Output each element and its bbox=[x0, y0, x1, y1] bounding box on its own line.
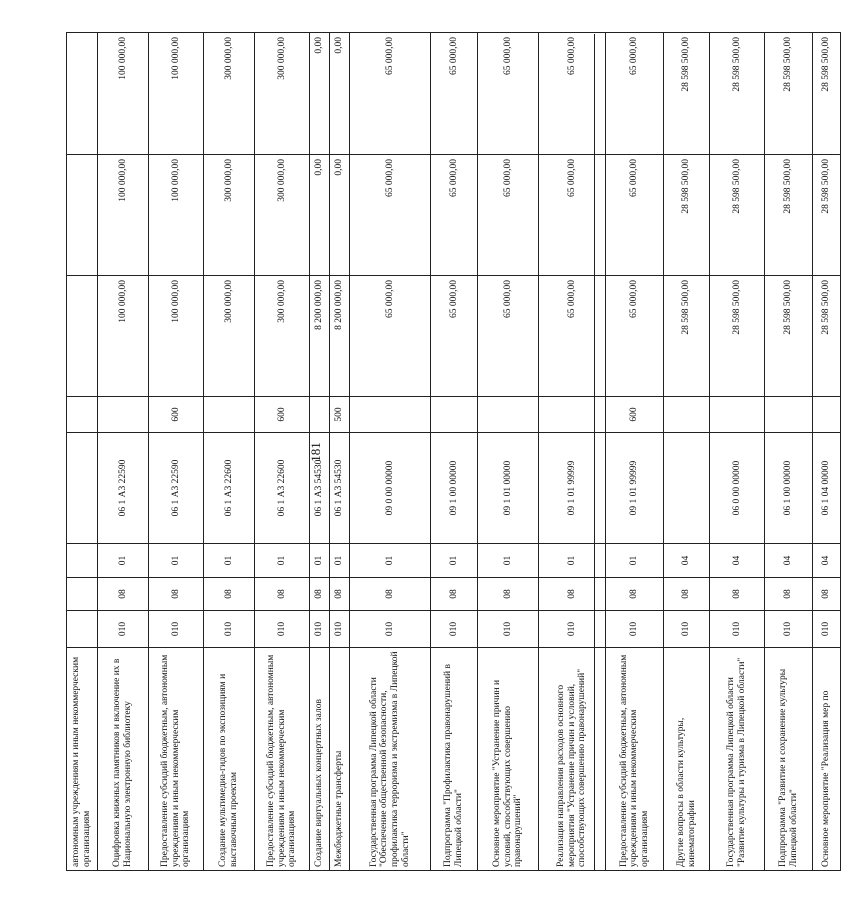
row-vr-cell bbox=[350, 397, 431, 433]
row-pr-cell: 01 bbox=[330, 544, 350, 578]
row-name-cell: Межбюджетные трансферты bbox=[330, 648, 350, 871]
row-value-3-cell: 300 000,00 bbox=[255, 33, 310, 155]
row-value-3-cell: 0,00 bbox=[330, 33, 350, 155]
row-value-1-cell: 65 000,00 bbox=[606, 276, 664, 397]
table-row bbox=[606, 33, 664, 871]
table-row bbox=[431, 33, 478, 871]
row-value-1-cell: 300 000,00 bbox=[255, 276, 310, 397]
row-gr-cell: 010 bbox=[255, 611, 310, 648]
row-pr-cell: 01 bbox=[431, 544, 478, 578]
row-rz-cell: 08 bbox=[204, 578, 255, 611]
row-value-1-cell: 8 200 000,00 bbox=[310, 276, 330, 397]
table-row bbox=[330, 33, 350, 871]
row-pr-cell: 01 bbox=[350, 544, 431, 578]
row-gr-cell: 010 bbox=[204, 611, 255, 648]
row-name-cell: Оцифровка книжных памятников и включение их в Национальную электронную библиотеку bbox=[98, 648, 149, 871]
row-csr-cell: 09 1 01 00000 bbox=[478, 433, 539, 544]
row-rz-cell: 08 bbox=[330, 578, 350, 611]
row-value-1-cell: 300 000,00 bbox=[204, 276, 255, 397]
row-gr-cell: 010 bbox=[710, 611, 765, 648]
row-csr-cell: 06 1 А3 54530 bbox=[330, 433, 350, 544]
row-value-3-cell bbox=[67, 33, 98, 155]
row-pr-cell: 01 bbox=[606, 544, 664, 578]
row-name-cell: Основное мероприятие "Реализация мер по bbox=[813, 648, 841, 871]
row-csr-cell: 06 1 А3 22590 bbox=[98, 433, 149, 544]
row-gr-cell: 010 bbox=[664, 611, 710, 648]
row-pr-cell: 01 bbox=[98, 544, 149, 578]
row-value-3-cell: 100 000,00 bbox=[149, 33, 204, 155]
table-row bbox=[813, 33, 841, 871]
page-margin-line bbox=[594, 34, 595, 871]
row-value-3-cell: 28 598 500,00 bbox=[664, 33, 710, 155]
row-csr-cell bbox=[67, 433, 98, 544]
row-name-cell: Государственная программа Липецкой области "Обеспечение общественной безопасности, профилактика терроризма и экстремизма в Липецкой области" bbox=[350, 648, 431, 871]
row-pr-cell: 01 bbox=[478, 544, 539, 578]
row-vr-cell: 600 bbox=[606, 397, 664, 433]
row-value-3-cell: 0,00 bbox=[310, 33, 330, 155]
row-vr-cell bbox=[204, 397, 255, 433]
row-csr-cell: 09 0 00 00000 bbox=[350, 433, 431, 544]
row-gr-cell: 010 bbox=[310, 611, 330, 648]
row-value-2-cell: 65 000,00 bbox=[431, 155, 478, 276]
row-rz-cell: 08 bbox=[710, 578, 765, 611]
row-value-2-cell: 28 598 500,00 bbox=[813, 155, 841, 276]
row-value-1-cell: 65 000,00 bbox=[478, 276, 539, 397]
row-name-cell: Создание виртуальных концертных залов bbox=[310, 648, 330, 871]
row-value-1-cell: 65 000,00 bbox=[350, 276, 431, 397]
row-value-3-cell: 28 598 500,00 bbox=[710, 33, 765, 155]
rotated-page-content bbox=[66, 33, 832, 871]
row-vr-cell bbox=[478, 397, 539, 433]
table-row bbox=[67, 33, 98, 871]
row-value-2-cell: 65 000,00 bbox=[606, 155, 664, 276]
row-csr-cell: 09 1 01 99999 bbox=[606, 433, 664, 544]
table-row bbox=[350, 33, 431, 871]
row-value-2-cell: 0,00 bbox=[330, 155, 350, 276]
row-pr-cell bbox=[67, 544, 98, 578]
row-vr-cell bbox=[67, 397, 98, 433]
row-value-3-cell: 65 000,00 bbox=[350, 33, 431, 155]
row-gr-cell: 010 bbox=[431, 611, 478, 648]
row-rz-cell: 08 bbox=[431, 578, 478, 611]
row-rz-cell: 08 bbox=[149, 578, 204, 611]
row-vr-cell bbox=[431, 397, 478, 433]
row-value-2-cell: 0,00 bbox=[310, 155, 330, 276]
row-value-3-cell: 65 000,00 bbox=[431, 33, 478, 155]
row-value-1-cell bbox=[67, 276, 98, 397]
budget-table bbox=[66, 32, 841, 871]
row-rz-cell: 08 bbox=[478, 578, 539, 611]
row-value-3-cell: 100 000,00 bbox=[98, 33, 149, 155]
row-csr-cell: 06 1 04 00000 bbox=[813, 433, 841, 544]
row-csr-cell: 06 1 А3 22600 bbox=[255, 433, 310, 544]
row-csr-cell: 06 1 А3 22590 bbox=[149, 433, 204, 544]
row-value-2-cell: 28 598 500,00 bbox=[664, 155, 710, 276]
row-vr-cell bbox=[539, 397, 606, 433]
row-value-3-cell: 65 000,00 bbox=[478, 33, 539, 155]
row-name-cell: Основное мероприятие "Устранение причин и условий, способствующих совершению правонарушений" bbox=[478, 648, 539, 871]
row-rz-cell bbox=[67, 578, 98, 611]
row-gr-cell bbox=[67, 611, 98, 648]
row-rz-cell: 08 bbox=[310, 578, 330, 611]
row-vr-cell: 600 bbox=[149, 397, 204, 433]
row-value-2-cell: 100 000,00 bbox=[98, 155, 149, 276]
row-pr-cell: 01 bbox=[204, 544, 255, 578]
table-row bbox=[204, 33, 255, 871]
table-row bbox=[765, 33, 813, 871]
table-row bbox=[98, 33, 149, 871]
row-vr-cell: 500 bbox=[330, 397, 350, 433]
row-value-2-cell bbox=[67, 155, 98, 276]
row-name-cell: автономным учреждениям и иным некоммерческим организациям bbox=[67, 648, 98, 871]
table-row bbox=[539, 33, 606, 871]
row-pr-cell: 01 bbox=[149, 544, 204, 578]
row-vr-cell bbox=[664, 397, 710, 433]
table-row bbox=[149, 33, 204, 871]
row-value-1-cell: 8 200 000,00 bbox=[330, 276, 350, 397]
row-gr-cell: 010 bbox=[765, 611, 813, 648]
row-value-2-cell: 100 000,00 bbox=[149, 155, 204, 276]
row-gr-cell: 010 bbox=[478, 611, 539, 648]
row-value-1-cell: 28 598 500,00 bbox=[664, 276, 710, 397]
row-name-cell: Другие вопросы в области культуры, кинематографии bbox=[664, 648, 710, 871]
page-number: 181 bbox=[308, 442, 323, 462]
row-rz-cell: 08 bbox=[813, 578, 841, 611]
row-value-2-cell: 28 598 500,00 bbox=[710, 155, 765, 276]
table-row bbox=[255, 33, 310, 871]
row-csr-cell: 06 1 А3 22600 bbox=[204, 433, 255, 544]
row-name-cell: Предоставление субсидий бюджетным, автономным учреждениям и иным некоммерческим организациям bbox=[606, 648, 664, 871]
row-name-cell: Предоставление субсидий бюджетным, автономным учреждениям и иным некоммерческим организациям bbox=[149, 648, 204, 871]
row-value-1-cell: 28 598 500,00 bbox=[813, 276, 841, 397]
row-vr-cell bbox=[98, 397, 149, 433]
row-csr-cell: 09 1 01 99999 bbox=[539, 433, 606, 544]
row-name-cell: Подпрограмма "Развитие и сохранение культуры Липецкой области" bbox=[765, 648, 813, 871]
row-pr-cell: 04 bbox=[813, 544, 841, 578]
row-value-2-cell: 28 598 500,00 bbox=[765, 155, 813, 276]
row-name-cell: Реализация направления расходов основного мероприятия "Устранение причин и условий, способствующих совершению правонарушений" bbox=[539, 648, 606, 871]
row-vr-cell bbox=[710, 397, 765, 433]
row-value-1-cell: 100 000,00 bbox=[98, 276, 149, 397]
row-gr-cell: 010 bbox=[350, 611, 431, 648]
row-value-1-cell: 28 598 500,00 bbox=[710, 276, 765, 397]
row-rz-cell: 08 bbox=[664, 578, 710, 611]
row-value-3-cell: 28 598 500,00 bbox=[813, 33, 841, 155]
row-gr-cell: 010 bbox=[606, 611, 664, 648]
row-rz-cell: 08 bbox=[539, 578, 606, 611]
row-value-1-cell: 65 000,00 bbox=[539, 276, 606, 397]
row-gr-cell: 010 bbox=[813, 611, 841, 648]
row-gr-cell: 010 bbox=[539, 611, 606, 648]
row-vr-cell bbox=[813, 397, 841, 433]
row-value-1-cell: 100 000,00 bbox=[149, 276, 204, 397]
row-value-2-cell: 65 000,00 bbox=[478, 155, 539, 276]
row-value-2-cell: 65 000,00 bbox=[350, 155, 431, 276]
row-rz-cell: 08 bbox=[255, 578, 310, 611]
row-value-2-cell: 300 000,00 bbox=[204, 155, 255, 276]
row-csr-cell bbox=[664, 433, 710, 544]
row-name-cell: Создание мультимедиа-гидов по экспозициям и выставочным проектам bbox=[204, 648, 255, 871]
row-value-2-cell: 300 000,00 bbox=[255, 155, 310, 276]
row-pr-cell: 01 bbox=[310, 544, 330, 578]
budget-table-body bbox=[67, 33, 841, 871]
row-name-cell: Государственная программа Липецкой области "Развитие культуры и туризма в Липецкой области" bbox=[710, 648, 765, 871]
row-pr-cell: 04 bbox=[765, 544, 813, 578]
row-name-cell: Подпрограмма "Профилактика правонарушений в Липецкой области" bbox=[431, 648, 478, 871]
row-rz-cell: 08 bbox=[765, 578, 813, 611]
row-pr-cell: 04 bbox=[664, 544, 710, 578]
row-rz-cell: 08 bbox=[98, 578, 149, 611]
table-row bbox=[710, 33, 765, 871]
table-row bbox=[478, 33, 539, 871]
row-value-3-cell: 65 000,00 bbox=[606, 33, 664, 155]
row-vr-cell bbox=[765, 397, 813, 433]
row-vr-cell bbox=[310, 397, 330, 433]
row-csr-cell: 09 1 00 00000 bbox=[431, 433, 478, 544]
row-gr-cell: 010 bbox=[149, 611, 204, 648]
row-value-1-cell: 65 000,00 bbox=[431, 276, 478, 397]
row-pr-cell: 04 bbox=[710, 544, 765, 578]
table-row bbox=[310, 33, 330, 871]
row-value-3-cell: 300 000,00 bbox=[204, 33, 255, 155]
table-row bbox=[664, 33, 710, 871]
row-value-2-cell: 65 000,00 bbox=[539, 155, 606, 276]
row-name-cell: Предоставление субсидий бюджетным, автономным учреждениям и иным некоммерческим организациям bbox=[255, 648, 310, 871]
row-gr-cell: 010 bbox=[330, 611, 350, 648]
row-vr-cell: 600 bbox=[255, 397, 310, 433]
row-rz-cell: 08 bbox=[606, 578, 664, 611]
row-pr-cell: 01 bbox=[255, 544, 310, 578]
row-csr-cell: 06 1 А3 54530 bbox=[310, 433, 330, 544]
row-value-1-cell: 28 598 500,00 bbox=[765, 276, 813, 397]
row-rz-cell: 08 bbox=[350, 578, 431, 611]
row-csr-cell: 06 1 00 00000 bbox=[765, 433, 813, 544]
row-value-3-cell: 28 598 500,00 bbox=[765, 33, 813, 155]
row-pr-cell: 01 bbox=[539, 544, 606, 578]
row-gr-cell: 010 bbox=[98, 611, 149, 648]
row-csr-cell: 06 0 00 00000 bbox=[710, 433, 765, 544]
row-value-3-cell: 65 000,00 bbox=[539, 33, 606, 155]
